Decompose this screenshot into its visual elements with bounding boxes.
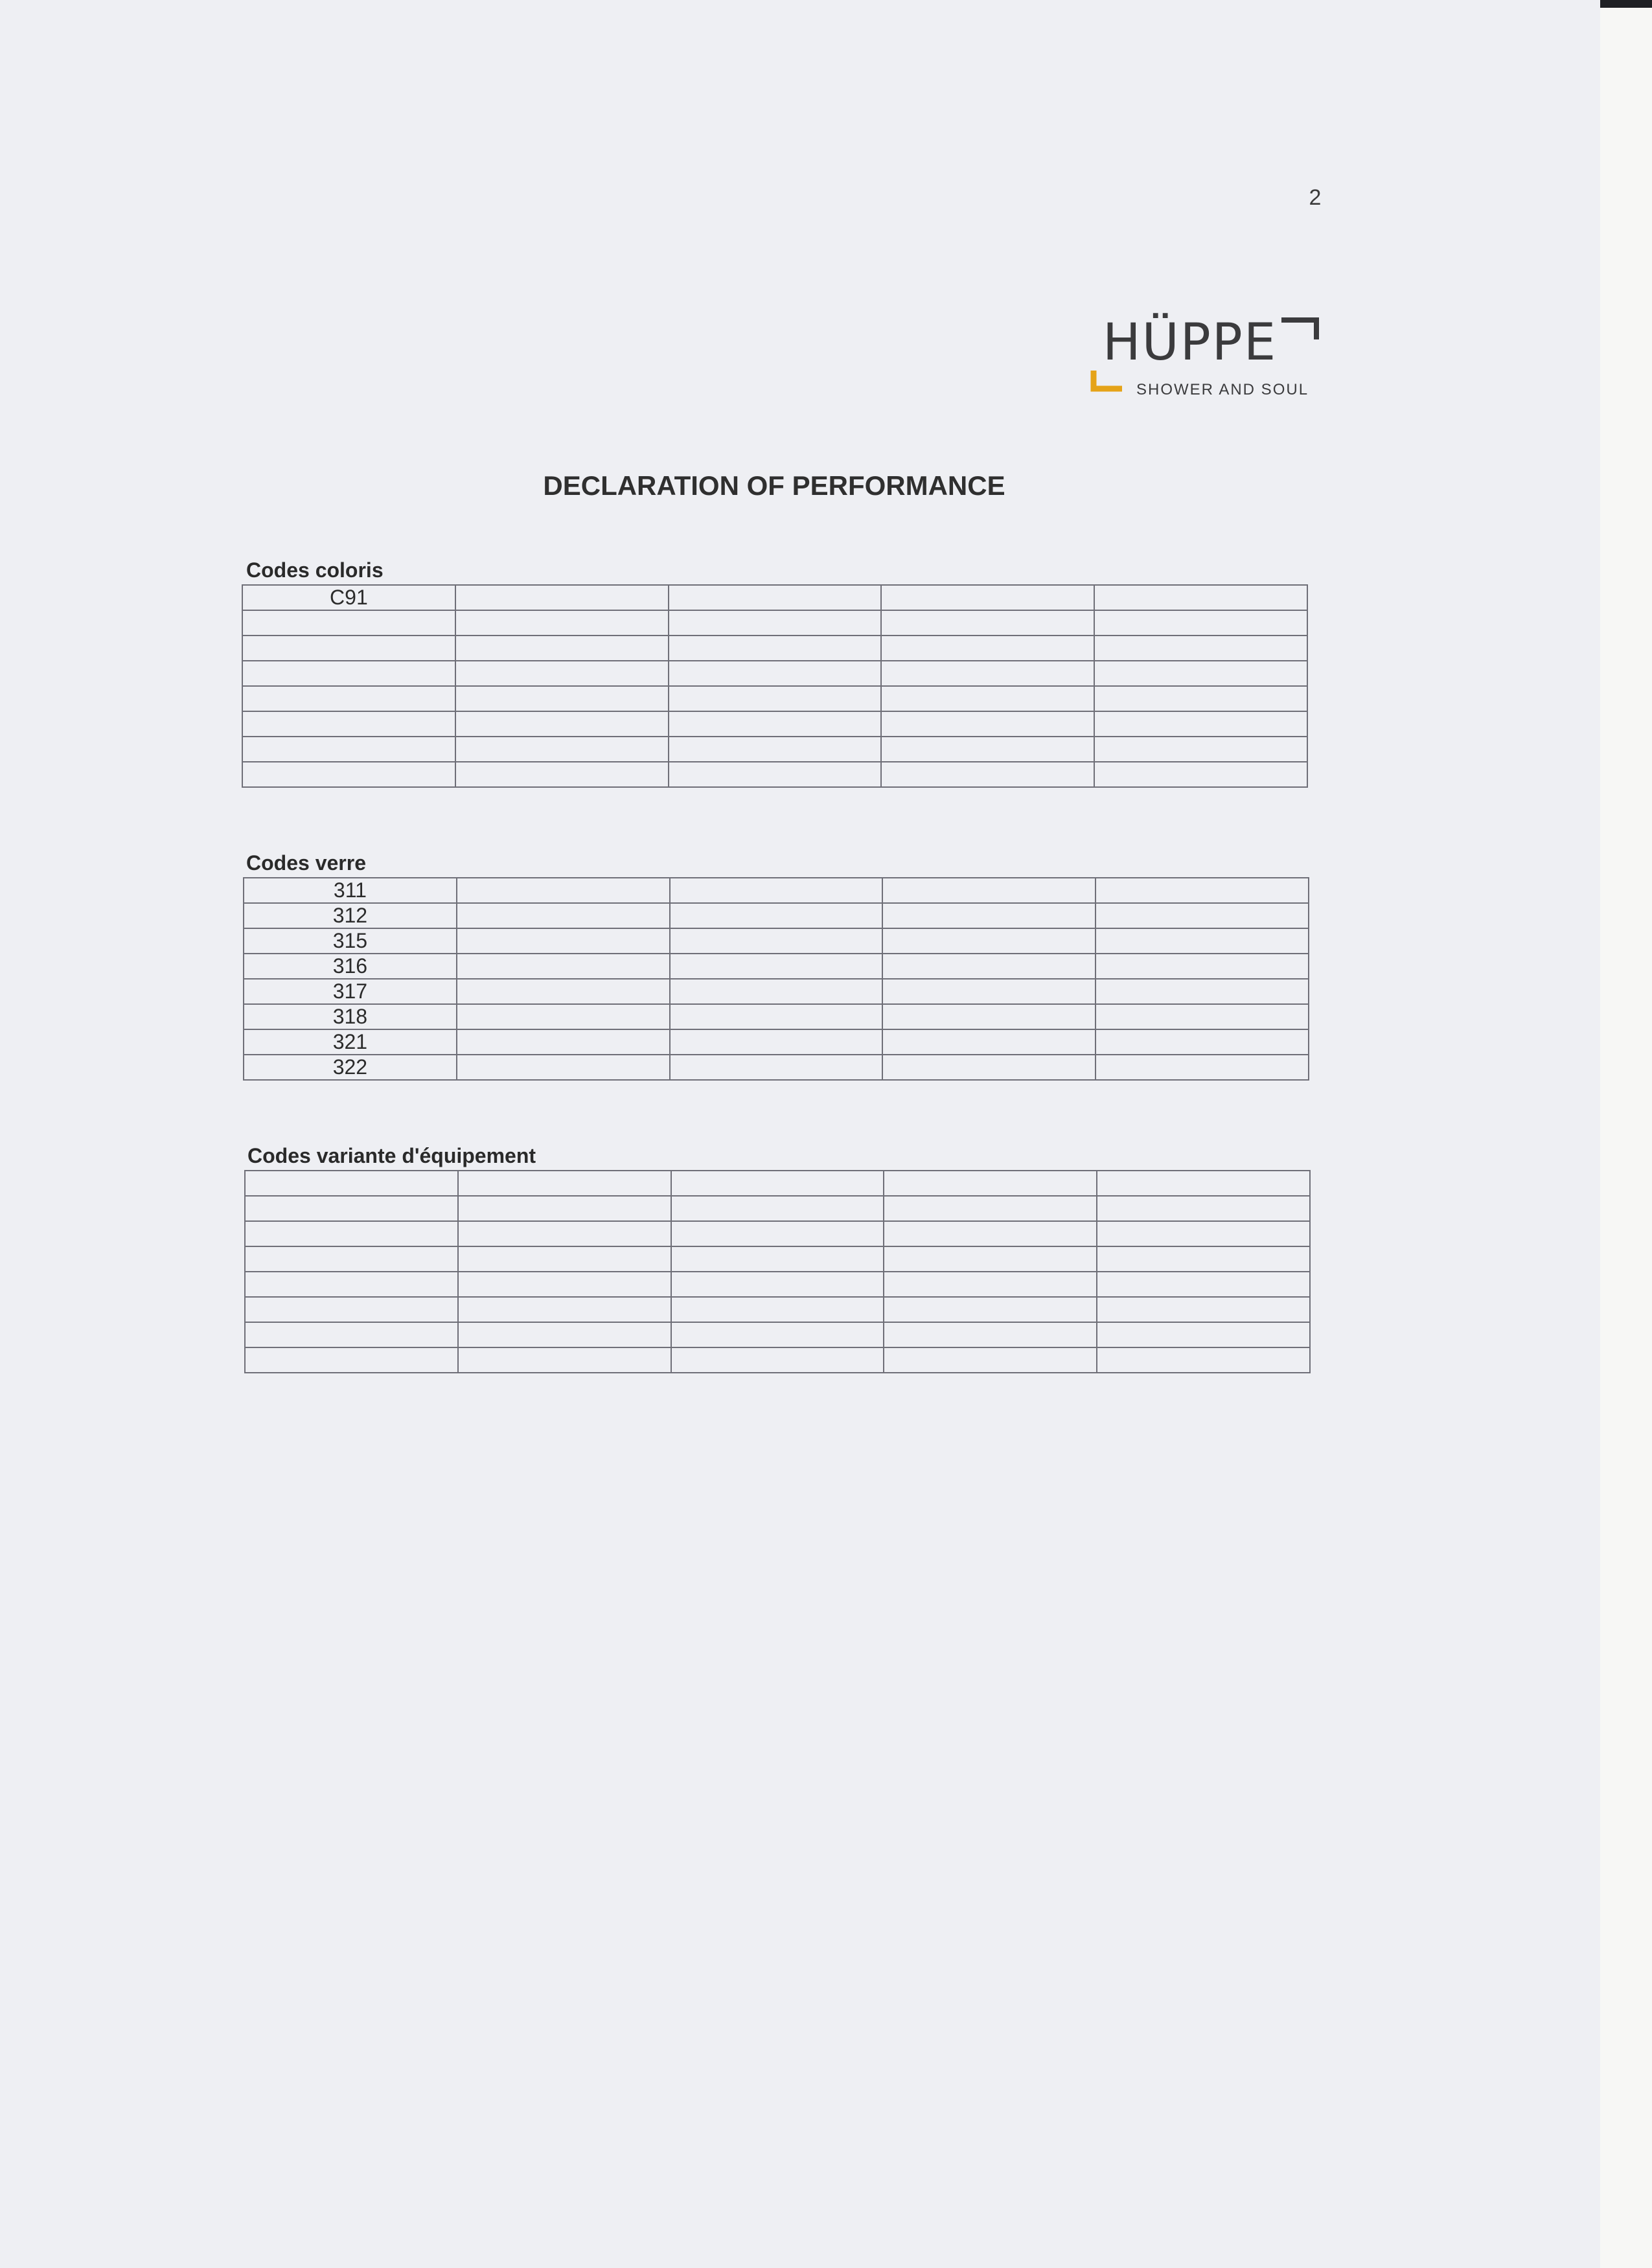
table-cell [1096,1029,1309,1055]
table-cell [881,711,1094,737]
table-cell [884,1246,1097,1272]
table-cell [242,686,455,711]
logo-tagline: SHOWER AND SOUL [1136,381,1309,398]
table-cell [669,762,882,787]
table-cell [671,1196,884,1221]
table-row [242,737,1307,762]
table-cell [670,1055,883,1080]
table-cell [1096,954,1309,979]
table-cell: 318 [244,1004,457,1029]
table-cell [884,1196,1097,1221]
table-cell [245,1196,458,1221]
table-cell [1096,928,1309,954]
table-row [242,762,1307,787]
table-cell [245,1347,458,1373]
table-row [242,661,1307,686]
table-row [242,686,1307,711]
table-cell [458,1347,671,1373]
table-cell [881,661,1094,686]
table-cell [242,762,455,787]
table-cell: 315 [244,928,457,954]
table-cell [882,979,1096,1004]
table-cell [457,954,670,979]
table-cell [671,1322,884,1347]
table-cell [670,979,883,1004]
table-cell [242,636,455,661]
table-row [245,1196,1310,1221]
table-cell [455,661,669,686]
table-cell [671,1297,884,1322]
table-cell [1096,1004,1309,1029]
table-cell [881,585,1094,610]
table-cell [882,1029,1096,1055]
table-cell [458,1297,671,1322]
table-cell [455,711,669,737]
table-row [244,1004,1309,1029]
table-row [244,954,1309,979]
table-cell [884,1297,1097,1322]
table-cell [882,903,1096,928]
table-cell [1097,1221,1310,1246]
table-row [245,1347,1310,1373]
table-cell [458,1246,671,1272]
table-row [242,585,1307,610]
table-row [244,878,1309,903]
table-cell [882,954,1096,979]
table-cell [245,1297,458,1322]
table-cell [882,1055,1096,1080]
table-row [242,711,1307,737]
table-cell [242,737,455,762]
table-cell [1096,979,1309,1004]
table-cell [671,1221,884,1246]
table-cell: 312 [244,903,457,928]
table-cell [1096,1055,1309,1080]
table-cell [455,686,669,711]
table-cell [884,1171,1097,1196]
table-row [245,1297,1310,1322]
table-cell: C91 [242,585,455,610]
table-cell [669,711,882,737]
table-cell [671,1272,884,1297]
codes-variante-table [244,1170,1311,1373]
table-cell [881,737,1094,762]
table-cell [458,1171,671,1196]
table-cell [245,1221,458,1246]
table-cell [1094,585,1307,610]
table-cell [455,636,669,661]
table-row [242,636,1307,661]
huppe-logo [1090,316,1323,407]
table-cell [882,928,1096,954]
table-row [242,610,1307,636]
table-row [244,903,1309,928]
table-row [245,1221,1310,1246]
table-cell [1096,903,1309,928]
table-cell [671,1171,884,1196]
table-cell: 316 [244,954,457,979]
table-cell [671,1347,884,1373]
table-cell [457,878,670,903]
table-cell [1094,610,1307,636]
table-row [245,1246,1310,1272]
table-cell: 317 [244,979,457,1004]
table-row [244,979,1309,1004]
table-cell [1096,878,1309,903]
table-cell [884,1347,1097,1373]
section-label-codes-variante: Codes variante d'équipement [247,1144,536,1167]
codes-verre-table [243,877,1309,1081]
table-cell [1097,1272,1310,1297]
page-number: 2 [1309,185,1322,210]
table-cell [1094,711,1307,737]
table-cell [458,1221,671,1246]
section-label-codes-verre: Codes verre [246,851,366,875]
table-cell [1097,1322,1310,1347]
table-row [245,1171,1310,1196]
table-cell [882,1004,1096,1029]
table-cell [881,610,1094,636]
table-cell [457,1055,670,1080]
table-cell [245,1246,458,1272]
table-cell [242,610,455,636]
table-cell [455,737,669,762]
table-cell [245,1171,458,1196]
section-label-codes-coloris: Codes coloris [246,558,384,582]
table-cell [455,585,669,610]
table-cell [242,661,455,686]
codes-coloris-table [242,584,1308,788]
table-row [245,1272,1310,1297]
table-cell [1097,1171,1310,1196]
table-cell [242,711,455,737]
table-cell [881,762,1094,787]
table-cell [670,903,883,928]
table-cell [1094,762,1307,787]
table-cell [670,1004,883,1029]
table-cell [458,1272,671,1297]
table-cell [669,686,882,711]
table-cell: 311 [244,878,457,903]
table-row [245,1322,1310,1347]
table-cell [245,1272,458,1297]
table-cell [457,1029,670,1055]
table-cell [245,1322,458,1347]
table-cell [669,610,882,636]
table-cell [670,928,883,954]
table-cell: 321 [244,1029,457,1055]
table-cell [1094,661,1307,686]
table-cell [1094,737,1307,762]
table-cell [1097,1246,1310,1272]
scan-corner [1600,0,1652,8]
table-row [244,1055,1309,1080]
logo-name: HÜPPE [1103,314,1278,372]
table-cell [1097,1196,1310,1221]
table-cell [669,737,882,762]
table-cell [455,610,669,636]
table-row [244,1029,1309,1055]
table-cell [458,1322,671,1347]
document-title: DECLARATION OF PERFORMANCE [543,470,1005,501]
table-cell [884,1272,1097,1297]
table-cell [671,1246,884,1272]
table-cell [884,1221,1097,1246]
table-cell [455,762,669,787]
table-cell [882,878,1096,903]
table-cell [881,686,1094,711]
table-cell [884,1322,1097,1347]
scan-edge [1600,0,1652,2268]
table-cell [670,878,883,903]
table-cell [457,1004,670,1029]
table-cell [881,636,1094,661]
table-cell [1094,636,1307,661]
table-cell [458,1196,671,1221]
table-cell [457,903,670,928]
table-cell [669,585,882,610]
table-cell [1094,686,1307,711]
table-cell [1097,1297,1310,1322]
table-cell [457,928,670,954]
table-cell: 322 [244,1055,457,1080]
table-cell [1097,1347,1310,1373]
table-cell [670,954,883,979]
table-row [244,928,1309,954]
table-cell [457,979,670,1004]
table-cell [669,636,882,661]
table-cell [669,661,882,686]
table-cell [670,1029,883,1055]
